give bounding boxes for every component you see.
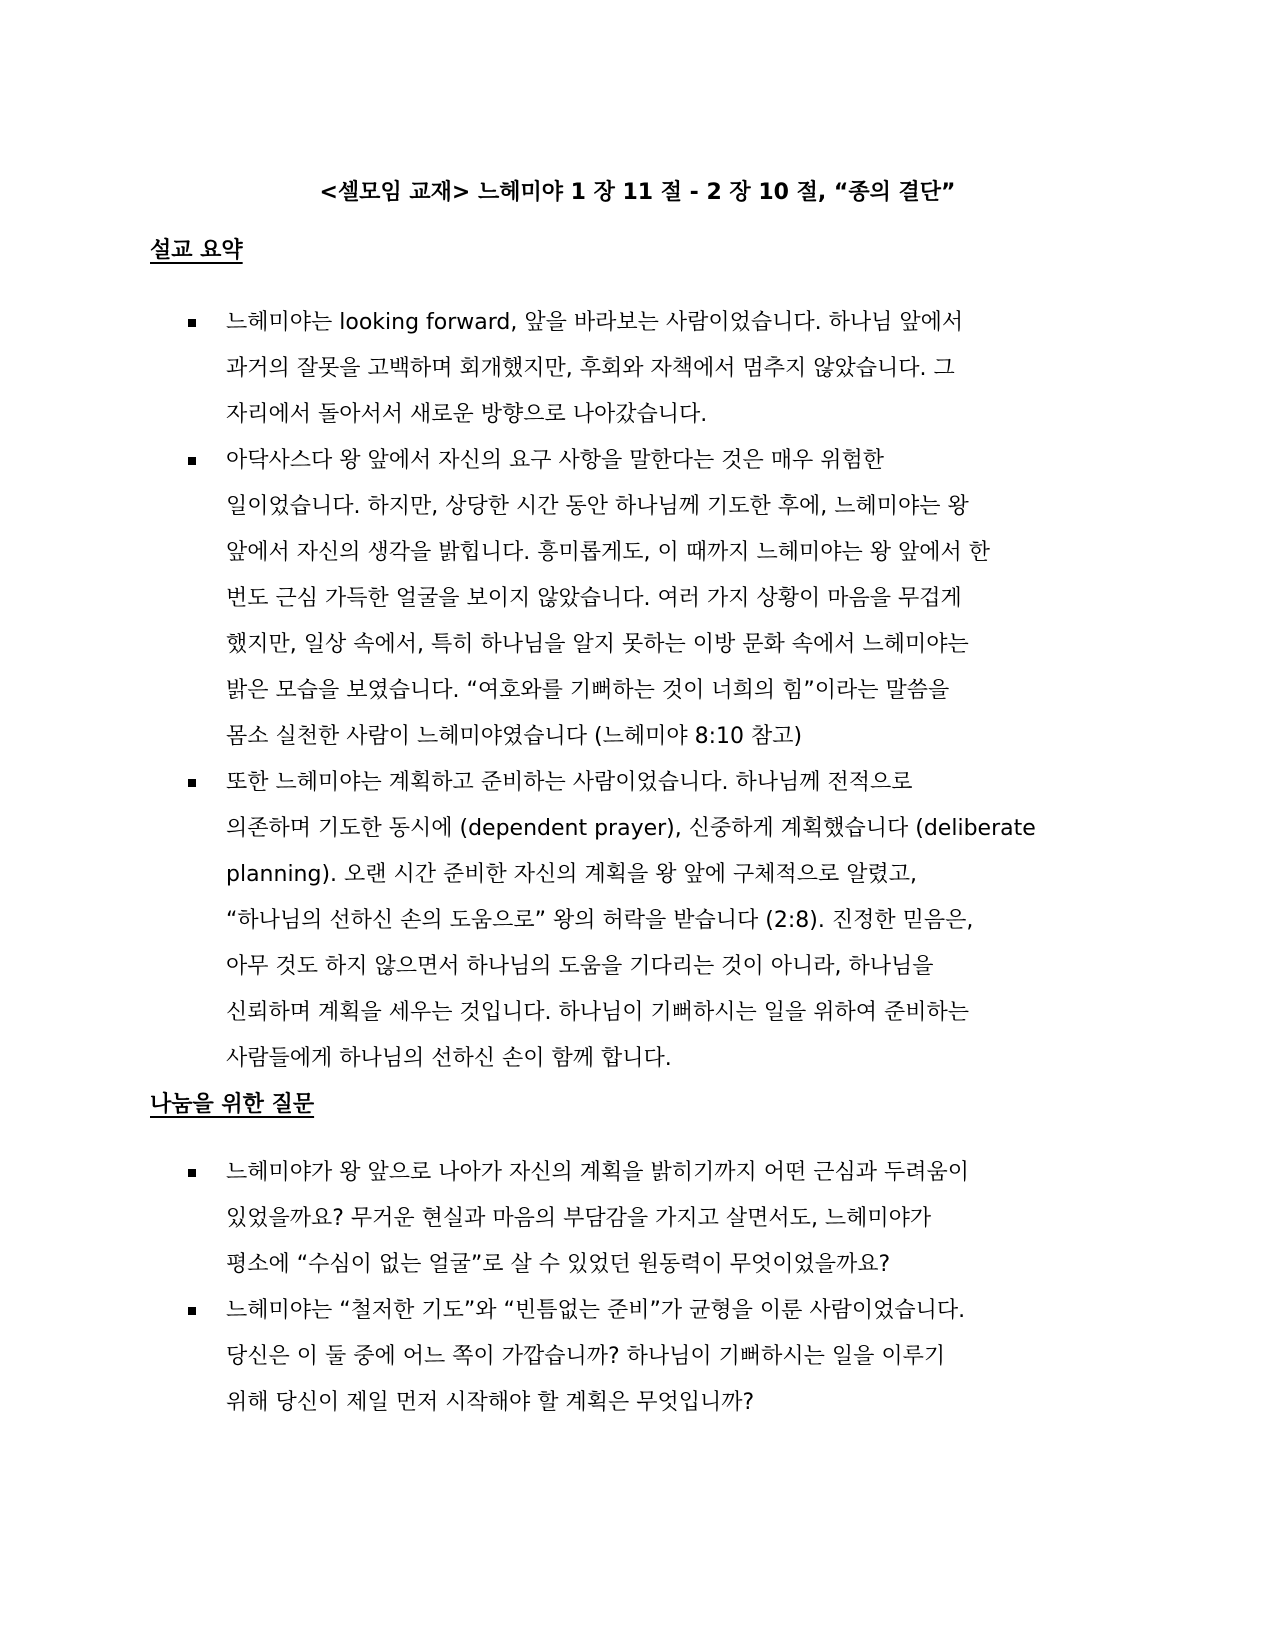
text-line: planning). 오랜 시간 준비한 자신의 계획을 왕 앞에 구체적으로 알렸고,	[226, 862, 918, 887]
text-line: 느헤미야는 “철저한 기도”와 “빈틈없는 준비”가 균형을 이룬 사람이었습니다.	[226, 1298, 966, 1323]
list-item	[150, 760, 1140, 1082]
list-item	[150, 438, 1140, 760]
text-line: 신뢰하며 계획을 세우는 것입니다. 하나님이 기뻐하시는 일을 위하여 준비하는	[226, 1000, 970, 1025]
text-line: 아닥사스다 왕 앞에서 자신의 요구 사항을 말한다는 것은 매우 위험한	[226, 448, 884, 473]
text-line: 있었을까요? 무거운 현실과 마음의 부담감을 가지고 살면서도, 느헤미야가	[226, 1206, 932, 1231]
text-line: 위해 당신이 제일 먼저 시작해야 할 계획은 무엇입니까?	[226, 1390, 755, 1415]
text-line: 사람들에게 하나님의 선하신 손이 함께 합니다.	[226, 1046, 672, 1071]
text-line: 느헤미야는 looking forward, 앞을 바라보는 사람이었습니다. 하나님 앞에서	[226, 310, 964, 335]
text-line: “하나님의 선하신 손의 도움으로” 왕의 허락을 받습니다 (2:8). 진정한 믿음은,	[226, 908, 974, 933]
list-item	[150, 1288, 1140, 1426]
square-bullet-icon	[188, 1169, 196, 1177]
square-bullet-icon	[188, 319, 196, 327]
sermon-summary-list	[150, 300, 1140, 1082]
text-line: 앞에서 자신의 생각을 밝힙니다. 흥미롭게도, 이 때까지 느헤미야는 왕 앞에서 한	[226, 540, 990, 565]
discussion-questions-list	[150, 1150, 1140, 1426]
text-line: 평소에 “수심이 없는 얼굴”로 살 수 있었던 원동력이 무엇이었을까요?	[226, 1252, 891, 1277]
text-line: 했지만, 일상 속에서, 특히 하나님을 알지 못하는 이방 문화 속에서 느헤미야는	[226, 632, 969, 657]
section-heading-discussion-questions: 나눔을 위한 질문	[150, 1092, 315, 1117]
text-line: 아무 것도 하지 않으면서 하나님의 도움을 기다리는 것이 아니라, 하나님을	[226, 954, 934, 979]
square-bullet-icon	[188, 457, 196, 465]
text-line: 밝은 모습을 보였습니다. “여호와를 기뻐하는 것이 너희의 힘”이라는 말씀을	[226, 678, 950, 703]
text-line: 느헤미야가 왕 앞으로 나아가 자신의 계획을 밝히기까지 어떤 근심과 두려움이	[226, 1160, 970, 1185]
document-title: <셀모임 교재> 느헤미야 1 장 11 절 - 2 장 10 절, “종의 결단”	[319, 180, 956, 205]
text-line: 과거의 잘못을 고백하며 회개했지만, 후회와 자책에서 멈추지 않았습니다. 그	[226, 356, 955, 381]
section-heading-sermon-summary: 설교 요약	[150, 238, 243, 263]
text-line: 당신은 이 둘 중에 어느 쪽이 가깝습니까? 하나님이 기뻐하시는 일을 이루기	[226, 1344, 946, 1369]
text-line: 의존하며 기도한 동시에 (dependent prayer), 신중하게 계획했습니다 (deliberate	[226, 816, 1036, 841]
list-item	[150, 300, 1140, 438]
text-line: 번도 근심 가득한 얼굴을 보이지 않았습니다. 여러 가지 상황이 마음을 무겁게	[226, 586, 962, 611]
text-line: 일이었습니다. 하지만, 상당한 시간 동안 하나님께 기도한 후에, 느헤미야는 왕	[226, 494, 969, 519]
text-line: 또한 느헤미야는 계획하고 준비하는 사람이었습니다. 하나님께 전적으로	[226, 770, 913, 795]
square-bullet-icon	[188, 1307, 196, 1315]
square-bullet-icon	[188, 779, 196, 787]
text-line: 몸소 실천한 사람이 느헤미야였습니다 (느헤미야 8:10 참고)	[226, 724, 803, 749]
list-item	[150, 1150, 1140, 1288]
text-line: 자리에서 돌아서서 새로운 방향으로 나아갔습니다.	[226, 402, 708, 427]
